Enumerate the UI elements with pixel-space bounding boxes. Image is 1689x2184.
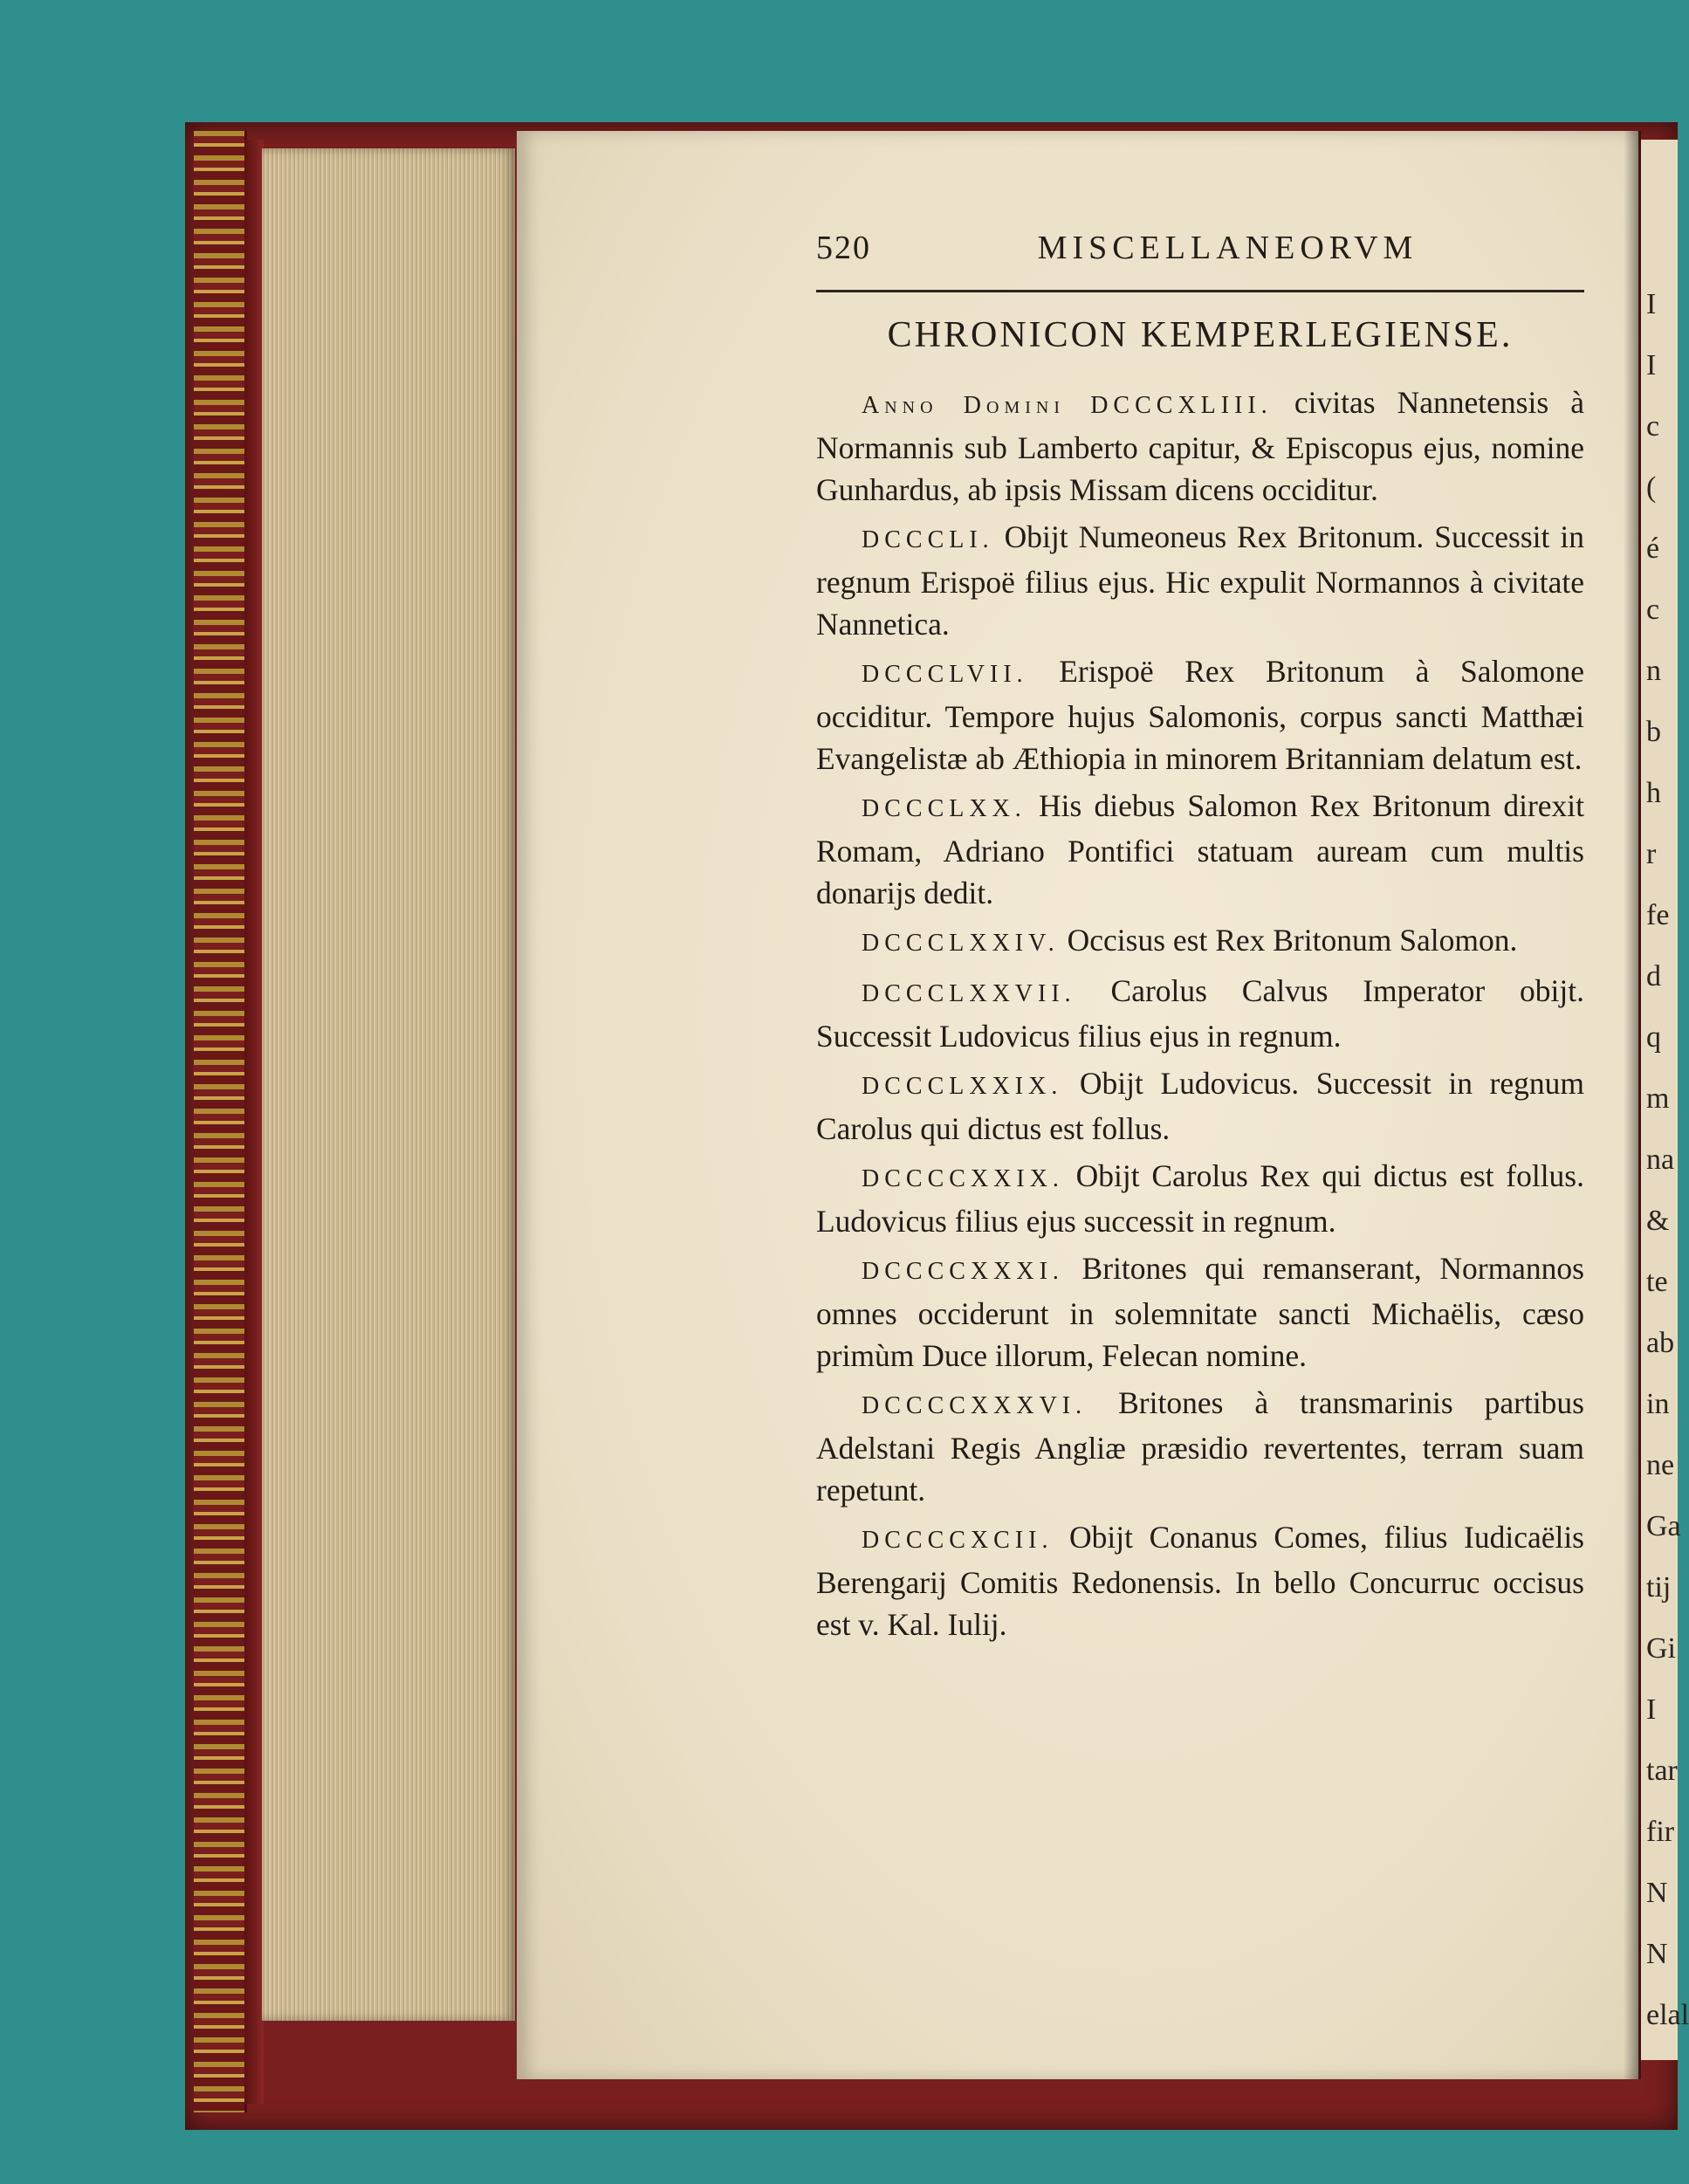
facing-page-fragment: N <box>1646 1938 1668 1970</box>
page-number: 520 <box>816 230 871 266</box>
page-text-block <box>816 229 1584 1651</box>
chronicle-entry <box>816 970 1584 1057</box>
entry-year: DCCCLXXVII. <box>862 980 1076 1008</box>
facing-page-fragment: & <box>1646 1205 1670 1237</box>
facing-page-fragment: fir <box>1646 1816 1675 1848</box>
entry-year: DCCCCXCII. <box>862 1527 1054 1555</box>
entry-year: DCCCLXX. <box>862 795 1026 823</box>
facing-page-fragment: m <box>1646 1082 1670 1115</box>
facing-page-fragment: q <box>1646 1021 1661 1054</box>
chronicle-entries <box>816 381 1584 1645</box>
facing-page-fragment: d <box>1646 960 1661 992</box>
entry-text: Carolus Calvus Imperator obijt. Successit Ludovicus filius ejus in regnum. <box>816 973 1584 1054</box>
entry-year: DCCCLXXIX. <box>862 1073 1063 1101</box>
facing-page-fragment: te <box>1646 1266 1668 1298</box>
facing-page-fragment: ( <box>1646 471 1657 504</box>
facing-page-edge <box>1641 140 1689 2060</box>
running-head-title: MISCELLANEORVM <box>1037 230 1418 266</box>
entry-text: Britones qui remanserant, Normannos omnes occiderunt in solemnitate sancti Michaëlis, cæso primùm Duce illorum, Felecan nomine. <box>816 1251 1584 1374</box>
chronicle-entry <box>816 1062 1584 1150</box>
facing-page-fragment: r <box>1646 838 1657 870</box>
entry-text: civitas Nannetensis à Normannis sub Lamberto capitur, & Episcopus ejus, nomine Gunhardus, ab ipsis Missam dicens occiditur. <box>816 385 1585 508</box>
cover-edge <box>244 140 264 2104</box>
header-rule <box>816 290 1584 292</box>
facing-page-fragment: n <box>1646 655 1661 687</box>
facing-page-fragment: Ga <box>1646 1510 1681 1542</box>
facing-page-fragment: na <box>1646 1144 1675 1176</box>
facing-page-fragment: fe <box>1646 899 1670 931</box>
entry-year: DCCCLI. <box>862 526 994 554</box>
facing-page-fragment: c <box>1646 594 1660 626</box>
entry-text: Obijt Numeoneus Rex Britonum. Successit in regnum Erispoë filius ejus. Hic expulit Normannos à civitate Nannetica. <box>816 519 1584 642</box>
page-gutter-shadow <box>1624 131 1641 2079</box>
chronicle-entry <box>816 650 1584 780</box>
facing-page-fragment: é <box>1646 532 1660 565</box>
facing-page-fragment: I <box>1646 288 1657 320</box>
facing-page-fragment: in <box>1646 1388 1670 1420</box>
facing-page-fragment: N <box>1646 1877 1668 1909</box>
facing-page-fragment: h <box>1646 777 1661 809</box>
facing-page-fragment: ab <box>1646 1327 1675 1359</box>
entry-text: Britones à transmarinis partibus Adelstani Regis Angliæ præsidio revertentes, terram suam repetunt. <box>816 1385 1584 1508</box>
entry-text: Obijt Carolus Rex qui dictus est follus. Ludovicus filius ejus successit in regnum. <box>816 1158 1584 1240</box>
facing-page-fragment: c <box>1646 410 1660 443</box>
facing-page-fragment: tar <box>1646 1755 1678 1787</box>
running-head <box>816 229 1584 278</box>
entry-text: Occisus est Rex Britonum Salomon. <box>1059 923 1518 958</box>
facing-page-fragment: elal <box>1646 1999 1689 2031</box>
facing-page-fragment: I <box>1646 1693 1657 1726</box>
entry-text: Obijt Ludovicus. Successit in regnum Carolus qui dictus est follus. <box>816 1066 1584 1147</box>
chronicle-entry <box>816 919 1584 965</box>
entry-text: His diebus Salomon Rex Britonum direxit Romam, Adriano Pontifici statuam auream cum multis donarijs dedit. <box>816 788 1584 911</box>
chronicle-entry <box>816 1155 1584 1242</box>
entry-year: DCCCLXXIV. <box>862 930 1060 958</box>
entry-text: Obijt Conanus Comes, filius Iudicaëlis Berengarij Comitis Redonensis. In bello Concurruc occisus est v. Kal. Iulij. <box>816 1520 1584 1643</box>
entry-year: DCCCCXXIX. <box>862 1165 1064 1193</box>
chronicle-entry <box>816 785 1584 914</box>
gilt-spine-band <box>194 131 247 2112</box>
chronicle-entry <box>816 1247 1584 1377</box>
entry-year: Anno Domini DCCCXLIII. <box>862 392 1273 420</box>
entry-text: Erispoë Rex Britonum à Salomone occiditur. Tempore hujus Salomonis, corpus sancti Matthæi Evangelistæ ab Æthiopia in minorem Britanniam delatum est. <box>816 654 1584 777</box>
facing-page-fragment: Gi <box>1646 1632 1676 1665</box>
entry-year: DCCCCXXXVI. <box>862 1392 1088 1420</box>
chronicle-entry <box>816 516 1584 645</box>
facing-page-fragment: ne <box>1646 1449 1675 1481</box>
entry-year: DCCCLVII. <box>862 661 1028 689</box>
facing-page-fragment: tij <box>1646 1571 1672 1604</box>
page-edges <box>262 148 515 2021</box>
facing-page-fragment: I <box>1646 349 1657 381</box>
entry-year: DCCCCXXXI. <box>862 1258 1064 1286</box>
chronicle-entry <box>816 1382 1584 1511</box>
section-title: CHRONICON KEMPERLEGIENSE. <box>887 315 1514 355</box>
facing-page-fragment: b <box>1646 716 1661 748</box>
chronicle-entry <box>816 1516 1584 1645</box>
chronicle-entry <box>816 381 1584 511</box>
